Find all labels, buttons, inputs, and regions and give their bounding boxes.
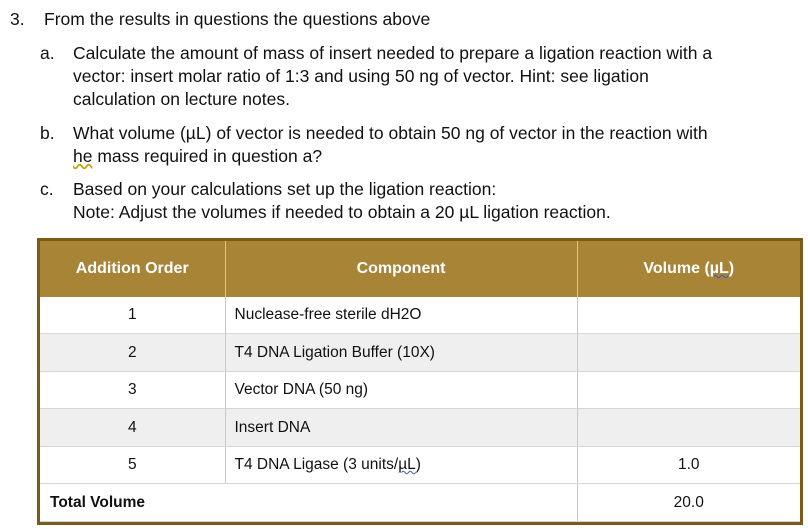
part-b-flagged-word: he [73, 146, 93, 166]
row-order: 3 [40, 371, 225, 409]
header-volume-unit: µL [709, 260, 729, 277]
table-row [40, 409, 800, 447]
part-b-line-1: What volume (µL) of vector is needed to obtain 50 ng of vector in the reaction with [73, 123, 708, 143]
row-volume[interactable] [577, 297, 800, 334]
table-total-row [40, 484, 800, 522]
ligation-table [37, 238, 803, 525]
table-row [40, 334, 800, 372]
row-component [225, 446, 577, 484]
row-order: 4 [40, 409, 225, 447]
total-label: Total Volume [40, 484, 577, 522]
table-header-row [40, 241, 800, 297]
row-component-suffix: ) [415, 456, 421, 474]
row-order: 1 [40, 297, 225, 334]
question-number: 3. [10, 9, 25, 29]
part-b-line-2 [73, 145, 808, 168]
header-volume-prefix: Volume ( [643, 260, 710, 277]
header-volume-suffix: ) [728, 260, 735, 277]
header-addition-order: Addition Order [40, 241, 225, 297]
question-title: From the results in questions the questions above [44, 9, 431, 29]
header-volume [577, 241, 800, 297]
row-component: Vector DNA (50 ng) [225, 371, 577, 409]
row-component-prefix: T4 DNA Ligase (3 units/ [234, 456, 399, 474]
part-a-line-2: vector: insert molar ratio of 1:3 and using 50 ng of vector. Hint: see ligation [73, 66, 649, 86]
part-c-line-2: Note: Adjust the volumes if needed to obtain a 20 µL ligation reaction. [73, 202, 611, 222]
table-row [40, 371, 800, 409]
ligation-table-grid [40, 241, 800, 522]
row-component: Insert DNA [225, 409, 577, 447]
row-component: Nuclease-free sterile dH2O [225, 297, 577, 334]
part-c-line-1: Based on your calculations set up the ligation reaction: [73, 179, 497, 199]
row-component: T4 DNA Ligation Buffer (10X) [225, 334, 577, 372]
part-a-text [73, 42, 808, 111]
part-a-letter: a. [40, 43, 55, 63]
table-row [40, 297, 800, 334]
part-b-letter: b. [40, 123, 55, 143]
row-volume[interactable] [577, 371, 800, 409]
part-b-line-2-rest: mass required in question a? [92, 146, 323, 166]
row-order: 5 [40, 446, 225, 484]
total-volume[interactable]: 20.0 [577, 484, 800, 522]
part-b-text [73, 122, 808, 168]
part-a-line-3: calculation on lecture notes. [73, 89, 290, 109]
header-component: Component [225, 241, 577, 297]
row-component-unit: µL [398, 456, 416, 474]
row-order: 2 [40, 334, 225, 372]
row-volume[interactable] [577, 334, 800, 372]
part-c-text [73, 178, 808, 224]
part-c-letter: c. [40, 179, 54, 199]
row-volume[interactable]: 1.0 [577, 446, 800, 484]
row-volume[interactable] [577, 409, 800, 447]
part-a-line-1: Calculate the amount of mass of insert needed to prepare a ligation reaction with a [73, 43, 713, 63]
table-row [40, 446, 800, 484]
